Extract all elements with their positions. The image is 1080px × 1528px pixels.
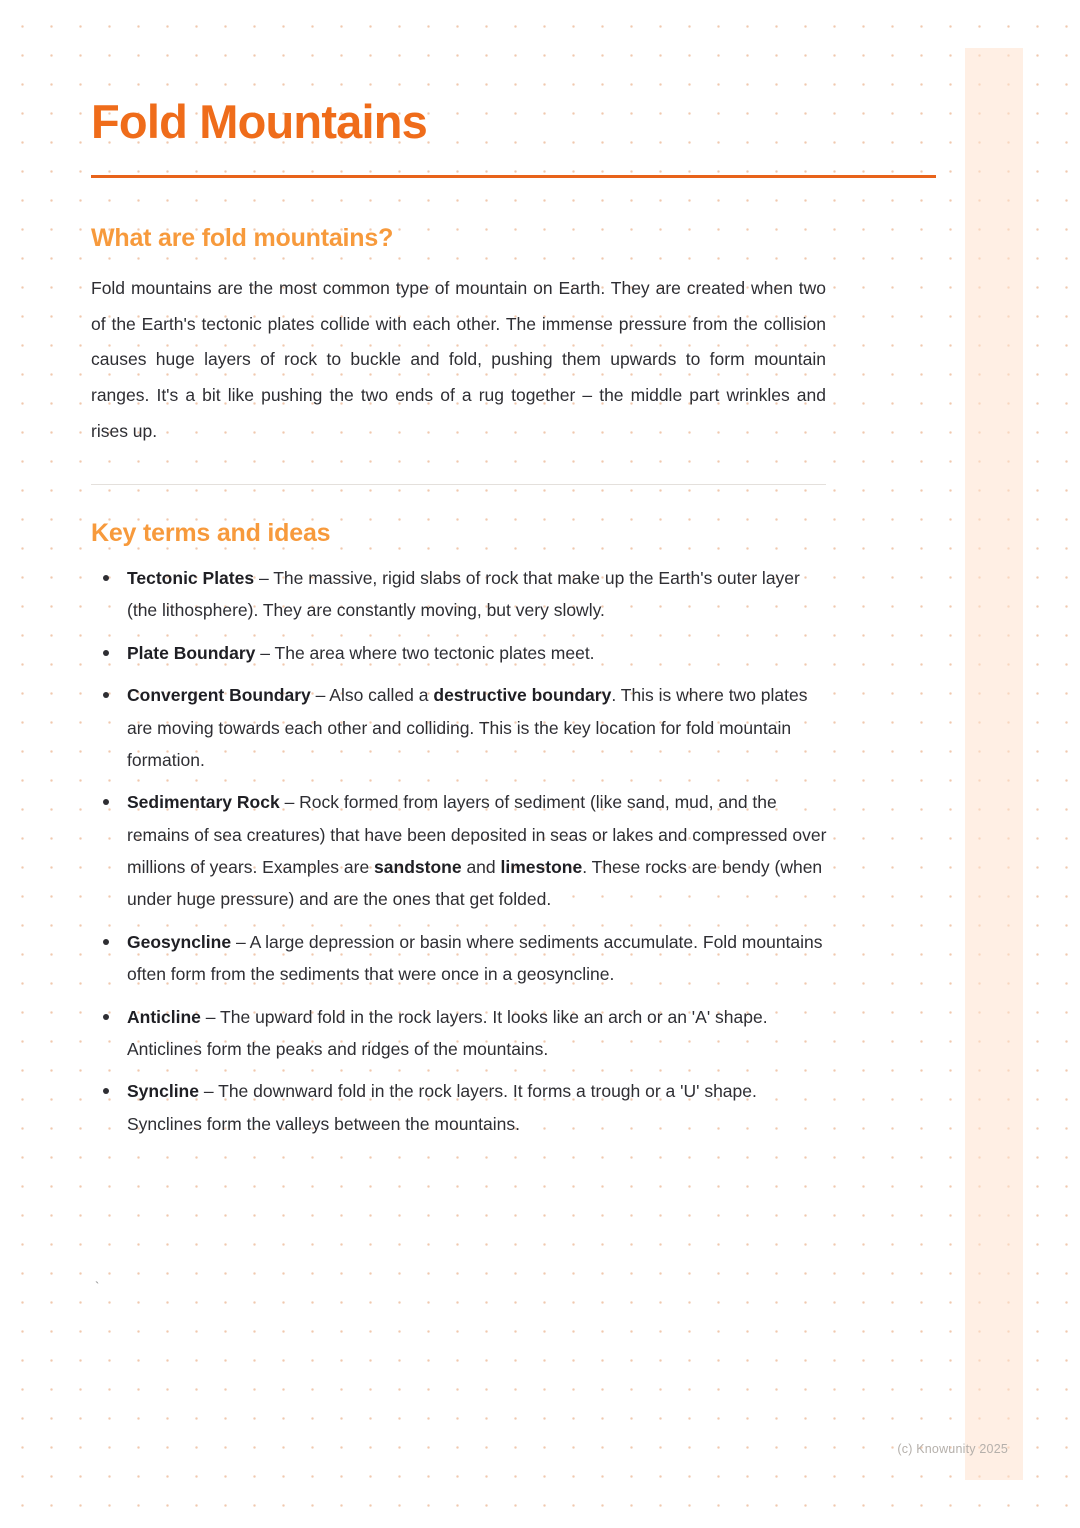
term-dash: –	[198, 1081, 219, 1102]
copyright-footer: (c) Knowunity 2025	[897, 1442, 1008, 1456]
stray-pen-mark: `	[95, 1279, 100, 1294]
term-definition: A large depression or basin where sediments accumulate. Fold mountains often form from the sediments that were once in a geosyncline.	[127, 931, 823, 985]
page-title: Fold Mountains	[91, 95, 428, 148]
section-divider	[91, 484, 826, 485]
term-dash: –	[254, 568, 274, 589]
term-label: Geosyncline	[127, 931, 232, 952]
list-item	[91, 637, 829, 669]
term-emphasis-secondary: limestone	[500, 857, 583, 878]
list-item	[91, 1075, 829, 1140]
section-heading-what-are-fold-mountains: What are fold mountains?	[91, 223, 394, 252]
term-dash: –	[279, 792, 300, 813]
term-definition-pre: Also called a	[329, 685, 434, 706]
list-item	[91, 562, 829, 627]
term-dash: –	[200, 1006, 221, 1027]
term-label: Anticline	[127, 1006, 201, 1027]
list-item	[91, 786, 829, 916]
key-terms-list	[91, 562, 829, 1140]
term-definition: The massive, rigid slabs of rock that make up the Earth's outer layer (the lithosphere). They are constantly moving, but very slowly.	[127, 568, 800, 621]
document-content	[91, 0, 836, 1150]
term-label: Plate Boundary	[127, 642, 256, 663]
term-label: Tectonic Plates	[127, 568, 255, 589]
title-divider	[91, 175, 936, 178]
term-definition: The area where two tectonic plates meet.	[274, 642, 595, 663]
term-definition-mid: and	[461, 857, 501, 878]
term-dash: –	[231, 931, 250, 952]
term-label: Convergent Boundary	[127, 685, 311, 706]
term-label: Sedimentary Rock	[127, 792, 280, 813]
term-definition-post: . This is where two plates are moving towards each other and colliding. This is the key location for fold mountain formation.	[127, 685, 808, 770]
section-heading-key-terms: Key terms and ideas	[91, 519, 331, 548]
term-emphasis: destructive boundary	[433, 685, 612, 706]
term-label: Syncline	[127, 1081, 199, 1102]
intro-paragraph: Fold mountains are the most common type of mountain on Earth. They are created when two of the Earth's tectonic plates collide with each other. The immense pressure from the collision causes huge layers of rock to buckle and fold, pushing them upwards to form mountain ranges. It's a bit like pushing the two ends of a rug together – the middle part wrinkles and rises up.	[91, 277, 826, 442]
term-dash: –	[310, 685, 330, 706]
term-definition-post: . These rocks are bendy (when under huge pressure) and are the ones that get folded.	[127, 857, 823, 910]
term-definition-pre: Rock formed from layers of sediment (like sand, mud, and the remains of sea creatures) that have been deposited in seas or lakes and compressed over millions of years. Examples are	[127, 792, 827, 878]
term-emphasis: sandstone	[374, 857, 462, 878]
list-item	[91, 926, 829, 991]
right-margin-strip	[965, 48, 1023, 1480]
list-item	[91, 1001, 829, 1066]
term-definition: The downward fold in the rock layers. It forms a trough or a 'U' shape. Synclines form the valleys between the mountains.	[127, 1081, 757, 1134]
term-dash: –	[255, 642, 275, 663]
term-definition: The upward fold in the rock layers. It looks like an arch or an 'A' shape. Anticlines form the peaks and ridges of the mountains.	[127, 1006, 768, 1059]
list-item	[91, 679, 829, 776]
